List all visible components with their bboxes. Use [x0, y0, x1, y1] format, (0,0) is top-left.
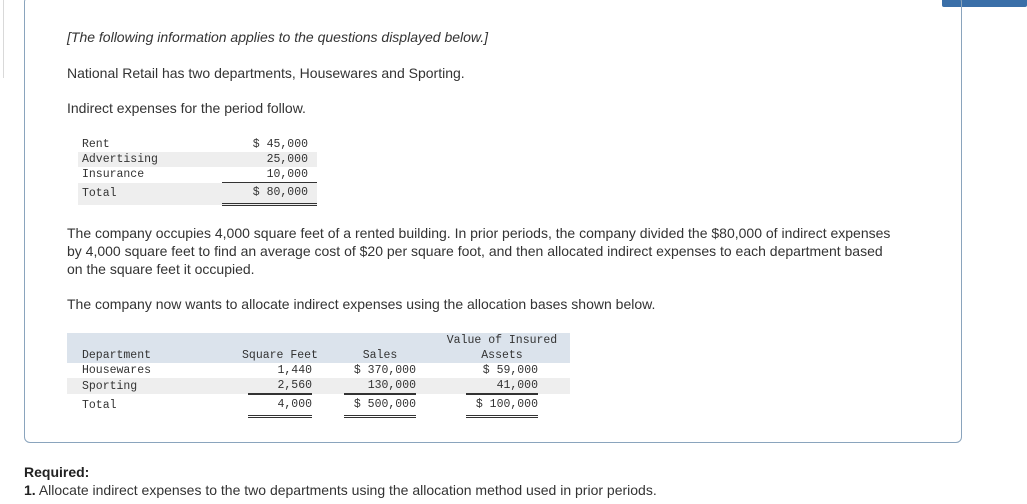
- expense-value: 10,000: [222, 167, 317, 183]
- assets-value: 41,000: [466, 378, 538, 394]
- header-row-top: [67, 333, 570, 348]
- assets-value: $ 59,000: [482, 364, 538, 377]
- total-row: [67, 394, 570, 418]
- department-name: Sporting: [67, 378, 234, 394]
- header-department: Department: [67, 348, 234, 363]
- header-square-feet: Square Feet: [234, 348, 326, 363]
- prior-method-paragraph: The company occupies 4,000 square feet of a rented building. In prior periods, the company divided the $80,000 of indirect expenses by 4,000 square feet to find an average cost of $20 per square foot, and then allocated indirect expenses to each department based on the square feet it occupied.: [67, 225, 891, 277]
- expense-label: Advertising: [78, 152, 222, 167]
- header-insured-top: Value of Insured: [434, 333, 570, 348]
- total-assets: $ 100,000: [466, 394, 538, 418]
- department-name: Housewares: [82, 364, 152, 377]
- expense-row: [78, 167, 317, 183]
- expense-row: [78, 152, 317, 167]
- expense-label: Rent: [82, 138, 110, 151]
- total-sales: $ 500,000: [344, 394, 416, 418]
- new-method-paragraph: The company now wants to allocate indirect expenses using the allocation bases shown below.: [67, 296, 656, 312]
- expense-row: [78, 137, 317, 152]
- required-number: 1.: [24, 482, 36, 498]
- expense-label: Insurance: [82, 168, 145, 182]
- expense-value: $ 45,000: [252, 138, 308, 151]
- header-row: [67, 348, 570, 363]
- total-square-feet: 4,000: [248, 394, 312, 418]
- allocation-bases-table: [67, 333, 570, 418]
- indirect-expenses-line: Indirect expenses for the period follow.: [67, 100, 306, 116]
- intro-note: [The following information applies to the questions displayed below.]: [67, 29, 489, 45]
- square-feet-value: 2,560: [248, 378, 312, 394]
- table-row: [67, 363, 570, 378]
- company-line: National Retail has two departments, Housewares and Sporting.: [67, 65, 465, 81]
- required-item: [24, 482, 657, 498]
- required-text: Allocate indirect expenses to the two departments using the allocation method used in prior periods.: [38, 482, 657, 498]
- sales-value: 130,000: [344, 378, 416, 394]
- header-assets: Assets: [434, 348, 570, 363]
- required-heading: Required:: [24, 464, 90, 480]
- sales-value: $ 370,000: [353, 364, 416, 377]
- expense-total-value: $ 80,000: [222, 183, 317, 205]
- header-sales: Sales: [326, 348, 434, 363]
- table-row: [67, 378, 570, 394]
- expense-total-row: [78, 183, 317, 205]
- expense-total-label: Total: [78, 183, 222, 205]
- left-edge-divider: [0, 0, 4, 78]
- indirect-expenses-table: [78, 137, 317, 206]
- square-feet-value: 1,440: [277, 364, 312, 377]
- total-label: Total: [82, 399, 117, 412]
- expense-value: 25,000: [222, 152, 317, 167]
